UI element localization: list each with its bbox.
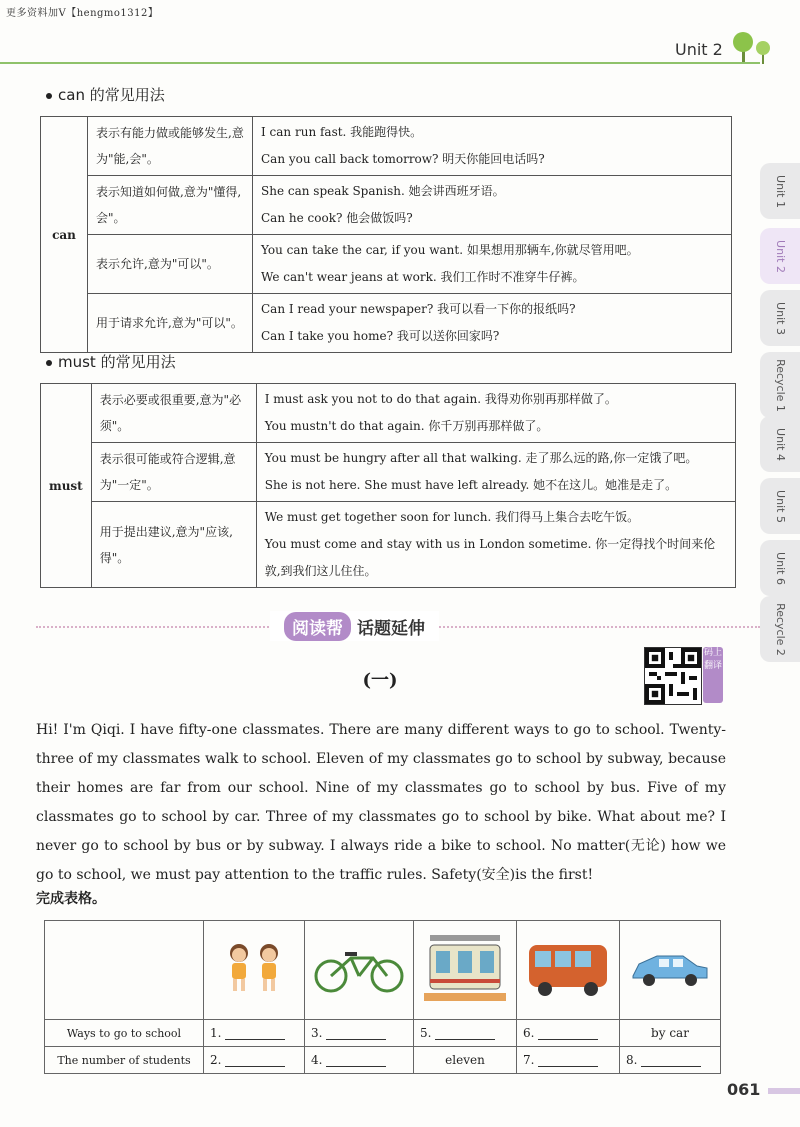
blank-cell[interactable]: 7. [517,1047,620,1074]
tab-unit-4[interactable]: Unit 4 [760,416,800,472]
meaning-cell: 用于提出建议,意为"应该,得"。 [91,502,256,588]
table-row [41,176,732,235]
blank-cell[interactable]: 8. [620,1047,721,1074]
table-row [41,502,736,588]
given-cell: eleven [414,1047,517,1074]
bullet-icon [46,360,52,366]
bullet-icon [46,93,52,99]
tab-recycle-2[interactable]: Recycle 2 [760,596,800,662]
picture-cell [414,921,517,1020]
bus-icon [523,939,613,999]
banner-subtitle: 话题延伸 [357,618,425,639]
tab-unit-5[interactable]: Unit 5 [760,478,800,534]
table-row [41,384,736,443]
must-usage-table [40,383,736,588]
word-cell: must [41,384,92,588]
row-label: The number of students [45,1047,204,1074]
picture-cell [620,921,721,1020]
reading-passage: Hi! I'm Qiqi. I have fifty-one classmates. There are many different ways to go to school. Twenty-three of my classmates walk to school. Eleven of my classmates go to school by subway, because their homes are far from our school. Nine of my classmates go to school by bus. Five of my classmates go to school by car. Three of my classmates go to school by bike. What about me? I never go to school by bus or by subway. I always ride a bike to school. No matter(无论) how we go to school, we must pay attention to the traffic rules. Safety(安全)is the first! [36,722,726,883]
table-row [41,443,736,502]
task-instruction: 完成表格。 [36,891,106,907]
can-usage-table [40,116,732,353]
bike-icon [311,944,407,994]
blank-cell[interactable]: 4. [305,1047,414,1074]
table-row [41,117,732,176]
picture-row [45,921,721,1020]
example-cell: I must ask you not to do that again. 我得劝你别再那样做了。 You mustn't do that again. 你千万别再那样做了。 [256,384,735,443]
header-divider [0,62,760,64]
subway-icon [420,931,510,1007]
tree-icon [730,26,778,64]
picture-cell [305,921,414,1020]
walking-kids-icon [219,939,289,999]
meaning-cell: 表示知道如何做,意为"懂得,会"。 [88,176,253,235]
example-cell: I can run fast. 我能跑得快。 Can you call back tomorrow? 明天你能回电话吗? [253,117,732,176]
qr-label: 码上翻译 [703,647,723,703]
blank-cell[interactable]: 1. [204,1020,305,1047]
meaning-cell: 表示有能力做或能够发生,意为"能,会"。 [88,117,253,176]
example-cell: We must get together soon for lunch. 我们得马上集合去吃午饭。 You must come and stay with us in London sometime. 你一定得找个时间来伦敦,到我们这儿住住。 [256,502,735,588]
qr-code-icon[interactable] [644,647,702,705]
tab-unit-6[interactable]: Unit 6 [760,540,800,596]
watermark-text: 更多资料加V【hengmo1312】 [6,8,159,19]
picture-cell [517,921,620,1020]
reading-banner [270,611,439,641]
given-cell: by car [620,1020,721,1047]
must-section-title: must 的常见用法 [46,351,176,372]
blank-cell[interactable]: 5. [414,1020,517,1047]
blank-cell[interactable]: 6. [517,1020,620,1047]
fill-in-table [44,920,721,1074]
can-section-title: can 的常见用法 [46,84,165,105]
page-number: 061 [727,1080,761,1099]
table-row [41,294,732,353]
word-cell: can [41,117,88,353]
page-bar-decoration [768,1088,800,1094]
car-icon [627,946,713,992]
tab-recycle-1[interactable]: Recycle 1 [760,352,800,418]
unit-title: Unit 2 [675,40,723,59]
table-row [45,1047,721,1074]
meaning-cell: 用于请求允许,意为"可以"。 [88,294,253,353]
picture-cell [204,921,305,1020]
meaning-cell: 表示很可能或符合逻辑,意为"一定"。 [91,443,256,502]
tab-unit-2[interactable]: Unit 2 [760,228,800,284]
meaning-cell: 表示必要或很重要,意为"必须"。 [91,384,256,443]
table-row [45,1020,721,1047]
example-cell: She can speak Spanish. 她会讲西班牙语。 Can he cook? 他会做饭吗? [253,176,732,235]
tab-unit-3[interactable]: Unit 3 [760,290,800,346]
banner-tag: 阅读帮 [284,612,351,641]
row-label: Ways to go to school [45,1020,204,1047]
tab-unit-1[interactable]: Unit 1 [760,163,800,219]
empty-header-cell [45,921,204,1020]
meaning-cell: 表示允许,意为"可以"。 [88,235,253,294]
part-number: (一) [362,670,398,691]
blank-cell[interactable]: 3. [305,1020,414,1047]
example-cell: Can I read your newspaper? 我可以看一下你的报纸吗? Can I take you home? 我可以送你回家吗? [253,294,732,353]
blank-cell[interactable]: 2. [204,1047,305,1074]
example-cell: You can take the car, if you want. 如果想用那辆车,你就尽管用吧。 We can't wear jeans at work. 我们工作时不准穿牛仔裤。 [253,235,732,294]
example-cell: You must be hungry after all that walking. 走了那么远的路,你一定饿了吧。 She is not here. She must have left already. 她不在这儿。她准是走了。 [256,443,735,502]
table-row [41,235,732,294]
